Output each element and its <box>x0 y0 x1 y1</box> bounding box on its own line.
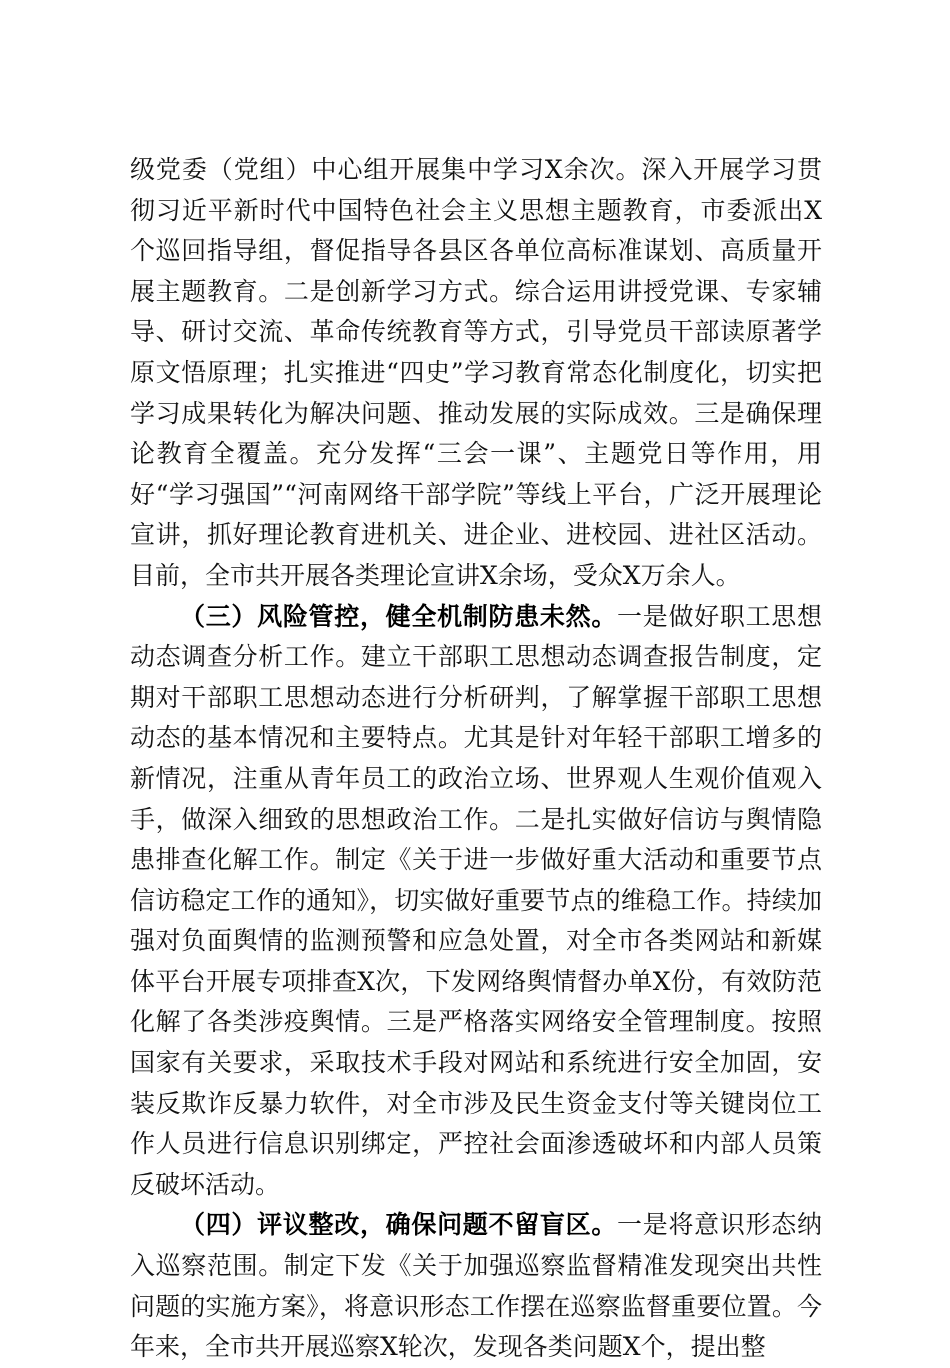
paragraph-continued <box>130 150 822 597</box>
paragraph-text: 一是将意识形态纳入巡察范围。制定下发《关于加强巡察监督精准发现突出共性问题的实施方案》，将意识形态工作摆在巡察监督重要位置。今年来，全市共开展巡察X轮次，发现各类问题X个，提出整 <box>130 1210 822 1362</box>
document-body <box>130 150 822 1368</box>
paragraph-section-4 <box>130 1205 822 1367</box>
paragraph-text: 级党委（党组）中心组开展集中学习X余次。深入开展学习贯彻习近平新时代中国特色社会主义思想主题教育，市委派出X个巡回指导组，督促指导各县区各单位高标准谋划、高质量开展主题教育。二是创新学习方式。综合运用讲授党课、专家辅导、研讨交流、革命传统教育等方式，引导党员干部读原著学原文悟原理；扎实推进“四史”学习教育常态化制度化，切实把学习成果转化为解决问题、推动发展的实际成效。三是确保理论教育全覆盖。充分发挥“三会一课”、主题党日等作用，用好“学习强国”“河南网络干部学院”等线上平台，广泛开展理论宣讲，抓好理论教育进机关、进企业、进校园、进社区活动。目前，全市共开展各类理论宣讲X余场，受众X万余人。 <box>130 155 822 590</box>
paragraph-section-3 <box>130 597 822 1206</box>
section-heading: （四）评议整改，确保问题不留盲区。 <box>180 1210 618 1240</box>
section-heading: （三）风险管控，健全机制防患未然。 <box>180 601 618 631</box>
paragraph-text: 一是做好职工思想动态调查分析工作。建立干部职工思想动态调查报告制度，定期对干部职工思想动态进行分析研判，了解掌握干部职工思想动态的基本情况和主要特点。尤其是针对年轻干部职工增多的新情况，注重从青年员工的政治立场、世界观人生观价值观入手，做深入细致的思想政治工作。二是扎实做好信访与舆情隐患排查化解工作。制定《关于进一步做好重大活动和重要节点信访稳定工作的通知》，切实做好重要节点的维稳工作。持续加强对负面舆情的监测预警和应急处置，对全市各类网站和新媒体平台开展专项排查X次，下发网络舆情督办单X份，有效防范化解了各类涉疫舆情。三是严格落实网络安全管理制度。按照国家有关要求，采取技术手段对网站和系统进行安全加固，安装反欺诈反暴力软件，对全市涉及民生资金支付等关键岗位工作人员进行信息识别绑定，严控社会面渗透破坏和内部人员策反破坏活动。 <box>130 601 822 1199</box>
